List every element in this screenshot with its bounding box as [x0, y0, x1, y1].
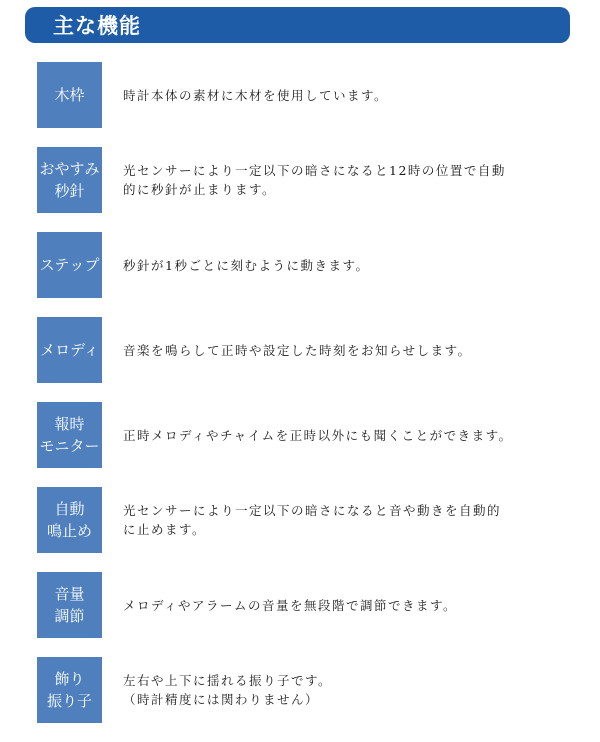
feature-description: 光センサーにより一定以下の暗さになると12時の位置で自動 的に秒針が止まります。: [123, 163, 506, 197]
section-header: [25, 7, 570, 43]
feature-description: 秒針が1秒ごとに刻むように動きます。: [123, 257, 370, 273]
feature-item-wood-frame: [37, 62, 577, 128]
feature-list: [37, 62, 577, 742]
feature-description: メロディやアラームの音量を無段階で調節できます。: [123, 597, 458, 613]
feature-label: 飾り 振り子: [37, 657, 102, 723]
feature-label: 自動 鳴止め: [37, 487, 102, 553]
feature-label: おやすみ 秒針: [37, 147, 102, 213]
feature-label: 木枠: [37, 62, 102, 128]
feature-item-sleep-second-hand: [37, 147, 577, 213]
feature-label: 音量 調節: [37, 572, 102, 638]
feature-item-step: [37, 232, 577, 298]
feature-description: 左右や上下に揺れる振り子です。 （時計精度には関わりません）: [123, 673, 333, 707]
feature-item-volume-control: [37, 572, 577, 638]
feature-label: メロディ: [37, 317, 102, 383]
feature-description: 正時メロディやチャイムを正時以外にも聞くことができます。: [123, 427, 513, 443]
feature-item-auto-silence: [37, 487, 577, 553]
feature-label: ステップ: [37, 232, 102, 298]
section-title: 主な機能: [53, 14, 141, 38]
feature-label: 報時 モニター: [37, 402, 102, 468]
feature-item-decorative-pendulum: [37, 657, 577, 723]
feature-description: 音楽を鳴らして正時や設定した時刻をお知らせします。: [123, 342, 472, 358]
feature-description: 光センサーにより一定以下の暗さになると音や動きを自動的 に止めます。: [123, 503, 502, 537]
feature-description: 時計本体の素材に木材を使用しています。: [123, 87, 389, 103]
feature-item-time-monitor: [37, 402, 577, 468]
feature-item-melody: [37, 317, 577, 383]
